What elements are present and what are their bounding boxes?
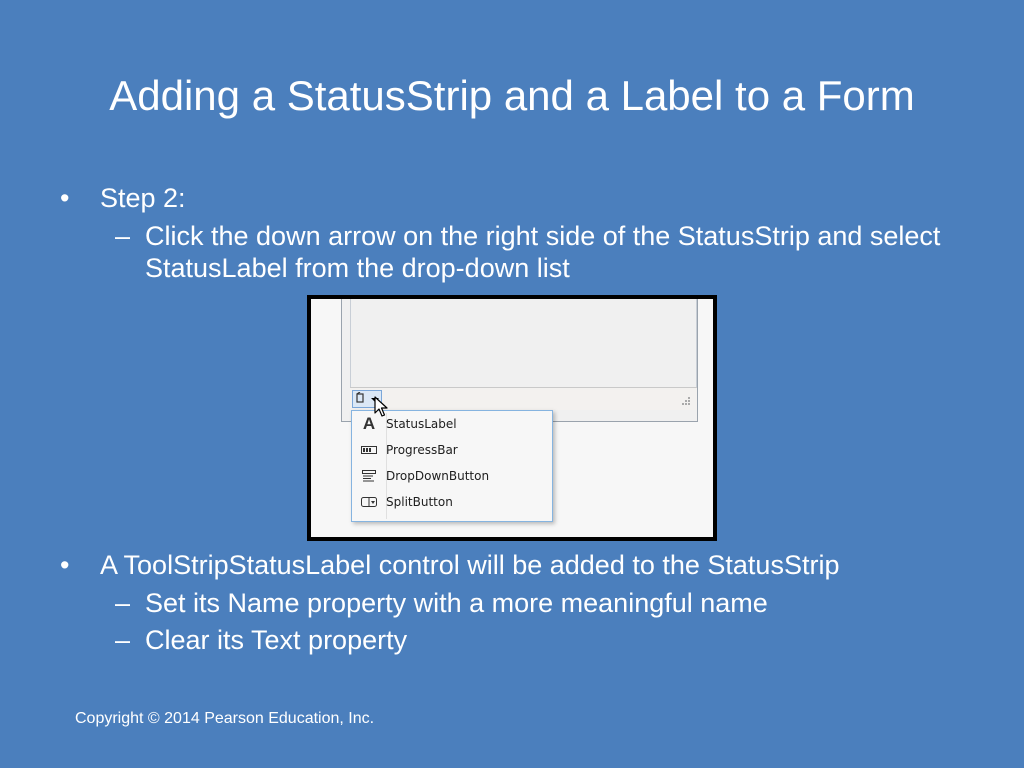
bullet-step-2 bbox=[60, 182, 186, 214]
sub-bullet-text: Click the down arrow on the right side of the StatusStrip and select StatusLabel from the drop-down list bbox=[145, 221, 941, 283]
progressbar-icon bbox=[352, 446, 386, 454]
mouse-pointer-icon bbox=[374, 396, 390, 418]
menu-item-label: ProgressBar bbox=[386, 443, 458, 457]
sub-bullet-text: Set its Name property with a more meaningful name bbox=[145, 588, 768, 618]
menu-item-splitbutton[interactable] bbox=[352, 489, 552, 515]
menu-item-progressbar[interactable] bbox=[352, 437, 552, 463]
bullet-text: A ToolStripStatusLabel control will be added to the StatusStrip bbox=[100, 550, 840, 580]
statusstrip-screenshot bbox=[307, 295, 717, 541]
bullet-toolstripstatuslabel bbox=[60, 549, 839, 581]
menu-item-dropdownbutton[interactable] bbox=[352, 463, 552, 489]
statuslabel-icon: A bbox=[362, 414, 376, 433]
resize-grip-icon[interactable] bbox=[679, 396, 691, 406]
sub-bullet-click-arrow bbox=[115, 220, 945, 284]
sub-bullet-set-name bbox=[115, 587, 945, 619]
add-item-dropdown-menu bbox=[351, 410, 553, 522]
menu-item-label: SplitButton bbox=[386, 495, 453, 509]
sub-bullet-mark: – bbox=[115, 588, 131, 618]
sub-bullet-mark: – bbox=[115, 625, 131, 655]
dropdownbutton-icon bbox=[352, 470, 386, 483]
bullet-mark: • bbox=[60, 550, 70, 580]
splitbutton-icon bbox=[352, 497, 386, 507]
form-client-area bbox=[350, 295, 697, 387]
toolstrip-item-icon bbox=[356, 392, 365, 406]
sub-bullet-clear-text bbox=[115, 624, 945, 656]
form-designer bbox=[341, 295, 698, 422]
statusstrip[interactable] bbox=[350, 387, 697, 410]
bullet-text: Step 2: bbox=[100, 183, 186, 213]
sub-bullet-text: Clear its Text property bbox=[145, 625, 408, 655]
slide-title: Adding a StatusStrip and a Label to a Form bbox=[109, 72, 915, 119]
copyright-footer: Copyright © 2014 Pearson Education, Inc. bbox=[75, 710, 375, 727]
bullet-mark: • bbox=[60, 183, 70, 213]
menu-item-label: StatusLabel bbox=[386, 417, 457, 431]
menu-item-label: DropDownButton bbox=[386, 469, 490, 483]
sub-bullet-mark: – bbox=[115, 221, 131, 251]
